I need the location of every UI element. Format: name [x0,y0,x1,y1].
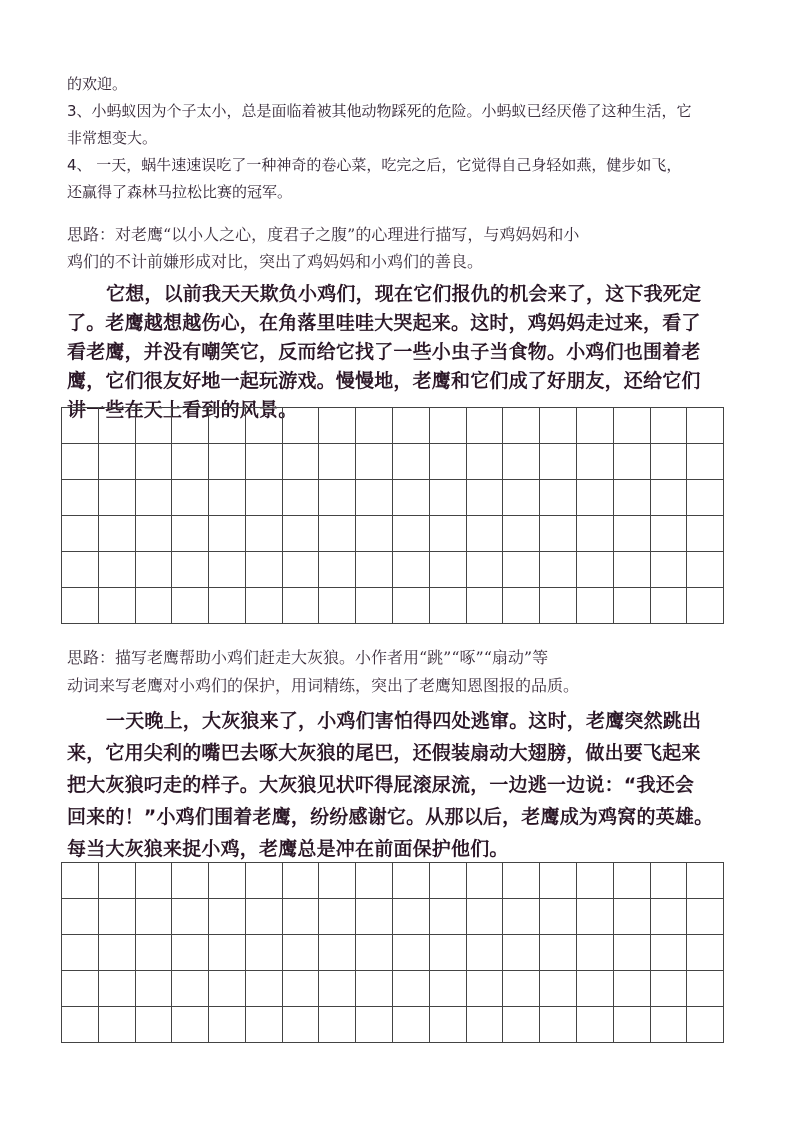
grid-cell[interactable] [136,444,173,479]
grid-cell[interactable] [614,444,651,479]
grid-cell[interactable] [467,863,504,898]
grid-cell[interactable] [503,1007,540,1042]
grid-cell[interactable] [319,971,356,1006]
grid-cell[interactable] [356,899,393,934]
grid-cell[interactable] [62,899,99,934]
grid-cell[interactable] [319,1007,356,1042]
grid-cell[interactable] [172,899,209,934]
grid-cell[interactable] [99,516,136,551]
grid-cell[interactable] [614,971,651,1006]
grid-cell[interactable] [430,408,467,443]
grid-cell[interactable] [99,444,136,479]
grid-cell[interactable] [136,408,173,443]
grid-cell[interactable] [136,552,173,587]
grid-cell[interactable] [209,588,246,623]
grid-cell[interactable] [246,516,283,551]
grid-cell[interactable] [62,516,99,551]
grid-cell[interactable] [62,444,99,479]
section1-thought-line-2: 鸡们的不计前嫌形成对比，突出了鸡妈妈和小鸡们的善良。 [67,252,484,271]
grid-cell[interactable] [393,408,430,443]
grid-cell[interactable] [467,516,504,551]
grid-cell[interactable] [651,1007,688,1042]
grid-cell[interactable] [209,971,246,1006]
grid-cell[interactable] [246,444,283,479]
grid-cell[interactable] [577,863,614,898]
grid-row [62,1006,724,1043]
grid-cell[interactable] [540,408,577,443]
grid-cell[interactable] [393,971,430,1006]
section2-story-line-4: 回来的！”小鸡们围着老鹰，纷纷感谢它。从那以后，老鹰成为鸡窝的英雄。 [67,806,714,828]
grid-cell[interactable] [393,480,430,515]
grid-cell[interactable] [356,444,393,479]
grid-cell[interactable] [246,408,283,443]
grid-cell[interactable] [430,480,467,515]
grid-cell[interactable] [540,935,577,970]
grid-cell[interactable] [209,444,246,479]
grid-cell[interactable] [651,444,688,479]
grid-cell[interactable] [283,516,320,551]
grid-row [62,970,724,1006]
grid-cell[interactable] [577,408,614,443]
grid-cell[interactable] [467,444,504,479]
grid-cell[interactable] [430,1007,467,1042]
grid-cell[interactable] [356,408,393,443]
section2-thought-line-1: 思路：描写老鹰帮助小鸡们赶走大灰狼。小作者用“跳”“啄”“扇动”等 [67,648,549,667]
grid-cell[interactable] [209,1007,246,1042]
grid-cell[interactable] [393,863,430,898]
grid-cell[interactable] [430,588,467,623]
grid-cell[interactable] [319,935,356,970]
grid-cell[interactable] [577,971,614,1006]
grid-cell[interactable] [503,408,540,443]
grid-row [62,551,724,587]
grid-cell[interactable] [430,935,467,970]
grid-cell[interactable] [467,408,504,443]
top-line-4: 4、 一天，蜗牛速速误吃了一种神奇的卷心菜，吃完之后，它觉得自己身轻如燕，健步如飞， [67,156,682,174]
grid-cell[interactable] [430,444,467,479]
grid-cell[interactable] [172,516,209,551]
writing-grid-2[interactable] [61,862,724,1043]
grid-cell[interactable] [99,899,136,934]
grid-cell[interactable] [430,863,467,898]
grid-cell[interactable] [577,588,614,623]
grid-cell[interactable] [172,971,209,1006]
grid-cell[interactable] [356,971,393,1006]
grid-cell[interactable] [614,935,651,970]
grid-cell[interactable] [209,552,246,587]
grid-cell[interactable] [467,971,504,1006]
grid-cell[interactable] [62,552,99,587]
grid-cell[interactable] [540,1007,577,1042]
grid-cell[interactable] [577,1007,614,1042]
grid-cell[interactable] [540,444,577,479]
grid-cell[interactable] [319,863,356,898]
grid-cell[interactable] [319,480,356,515]
grid-cell[interactable] [136,480,173,515]
section1-thought-line-1: 思路：对老鹰“以小人之心，度君子之腹”的心理进行描写，与鸡妈妈和小 [67,225,580,244]
grid-cell[interactable] [172,552,209,587]
grid-cell[interactable] [356,552,393,587]
grid-row [62,898,724,934]
grid-cell[interactable] [687,444,724,479]
grid-cell[interactable] [246,480,283,515]
grid-cell[interactable] [99,480,136,515]
section1-story-line-2: 了。老鹰越想越伤心，在角落里哇哇大哭起来。这时，鸡妈妈走过来，看了 [67,312,701,334]
grid-cell[interactable] [246,971,283,1006]
grid-cell[interactable] [393,899,430,934]
grid-cell[interactable] [172,480,209,515]
grid-cell[interactable] [577,899,614,934]
grid-row [62,407,724,443]
grid-cell[interactable] [99,935,136,970]
grid-cell[interactable] [99,408,136,443]
grid-cell[interactable] [614,408,651,443]
grid-cell[interactable] [209,516,246,551]
grid-cell[interactable] [62,1007,99,1042]
grid-cell[interactable] [651,408,688,443]
grid-cell[interactable] [503,552,540,587]
grid-cell[interactable] [283,480,320,515]
grid-cell[interactable] [577,552,614,587]
grid-cell[interactable] [246,552,283,587]
grid-cell[interactable] [430,971,467,1006]
grid-cell[interactable] [651,516,688,551]
grid-cell[interactable] [99,1007,136,1042]
grid-row [62,479,724,515]
grid-cell[interactable] [283,588,320,623]
grid-cell[interactable] [430,552,467,587]
top-line-1: 的欢迎。 [67,75,128,93]
grid-cell[interactable] [503,899,540,934]
grid-cell[interactable] [540,552,577,587]
grid-cell[interactable] [283,935,320,970]
grid-cell[interactable] [503,863,540,898]
grid-cell[interactable] [62,408,99,443]
grid-cell[interactable] [577,516,614,551]
grid-cell[interactable] [136,516,173,551]
grid-cell[interactable] [356,863,393,898]
grid-cell[interactable] [540,480,577,515]
grid-cell[interactable] [540,899,577,934]
grid-cell[interactable] [503,971,540,1006]
grid-cell[interactable] [467,588,504,623]
grid-cell[interactable] [136,1007,173,1042]
grid-cell[interactable] [577,480,614,515]
grid-cell[interactable] [319,444,356,479]
grid-cell[interactable] [319,552,356,587]
grid-cell[interactable] [503,480,540,515]
grid-cell[interactable] [614,588,651,623]
grid-cell[interactable] [172,444,209,479]
grid-row [62,934,724,970]
grid-cell[interactable] [614,516,651,551]
grid-row [62,515,724,551]
grid-cell[interactable] [62,971,99,1006]
grid-cell[interactable] [614,1007,651,1042]
grid-cell[interactable] [687,1007,724,1042]
grid-cell[interactable] [246,588,283,623]
grid-row [62,862,724,898]
grid-cell[interactable] [136,971,173,1006]
grid-cell[interactable] [393,935,430,970]
grid-cell[interactable] [614,899,651,934]
grid-cell[interactable] [319,588,356,623]
grid-cell[interactable] [467,1007,504,1042]
grid-cell[interactable] [614,552,651,587]
grid-cell[interactable] [651,935,688,970]
top-line-5: 还赢得了森林马拉松比赛的冠军。 [67,183,293,201]
grid-cell[interactable] [503,516,540,551]
grid-cell[interactable] [356,1007,393,1042]
grid-cell[interactable] [62,480,99,515]
grid-cell[interactable] [209,480,246,515]
section2-story-line-2: 来，它用尖利的嘴巴去啄大灰狼的尾巴，还假装扇动大翅膀，做出要飞起来 [67,742,701,764]
grid-cell[interactable] [651,899,688,934]
grid-cell[interactable] [577,935,614,970]
grid-cell[interactable] [687,588,724,623]
grid-cell[interactable] [283,863,320,898]
grid-cell[interactable] [172,1007,209,1042]
grid-cell[interactable] [393,516,430,551]
grid-cell[interactable] [62,863,99,898]
grid-cell[interactable] [503,935,540,970]
grid-cell[interactable] [651,971,688,1006]
grid-cell[interactable] [614,480,651,515]
grid-cell[interactable] [467,899,504,934]
grid-cell[interactable] [687,516,724,551]
grid-cell[interactable] [467,552,504,587]
grid-cell[interactable] [577,444,614,479]
grid-cell[interactable] [356,588,393,623]
grid-cell[interactable] [283,899,320,934]
top-line-3: 非常想变大。 [67,129,158,147]
section1-story-line-5: 讲一些在天上看到的风景。 [67,399,298,421]
grid-cell[interactable] [283,1007,320,1042]
grid-cell[interactable] [540,863,577,898]
grid-cell[interactable] [503,444,540,479]
grid-cell[interactable] [687,935,724,970]
grid-row [62,443,724,479]
section2-story-line-3: 把大灰狼叼走的样子。大灰狼见状吓得屁滚尿流，一边逃一边说：“我还会 [67,774,695,796]
grid-cell[interactable] [651,480,688,515]
grid-cell[interactable] [99,552,136,587]
grid-cell[interactable] [209,935,246,970]
grid-cell[interactable] [393,444,430,479]
grid-cell[interactable] [503,588,540,623]
top-line-2: 3、小蚂蚁因为个子太小，总是面临着被其他动物踩死的危险。小蚂蚁已经厌倦了这种生活，它 [67,102,692,120]
grid-cell[interactable] [687,899,724,934]
grid-cell[interactable] [136,863,173,898]
grid-cell[interactable] [319,516,356,551]
section1-story-line-1: 它想，以前我天天欺负小鸡们，现在它们报仇的机会来了，这下我死定 [106,283,702,305]
section2-thought-line-2: 动词来写老鹰对小鸡们的保护，用词精练，突出了老鹰知恩图报的品质。 [67,676,580,695]
grid-cell[interactable] [283,971,320,1006]
grid-cell[interactable] [172,863,209,898]
grid-cell[interactable] [209,899,246,934]
grid-cell[interactable] [246,899,283,934]
grid-cell[interactable] [99,863,136,898]
section2-story-line-1: 一天晚上，大灰狼来了，小鸡们害怕得四处逃窜。这时，老鹰突然跳出 [106,710,702,732]
grid-cell[interactable] [614,863,651,898]
grid-cell[interactable] [540,516,577,551]
section1-story-line-3: 看老鹰，并没有嘲笑它，反而给它找了一些小虫子当食物。小鸡们也围着老 [67,341,701,363]
grid-cell[interactable] [172,408,209,443]
grid-cell[interactable] [283,444,320,479]
grid-cell[interactable] [246,935,283,970]
section2-story-line-5: 每当大灰狼来捉小鸡，老鹰总是冲在前面保护他们。 [67,838,509,860]
grid-cell[interactable] [62,935,99,970]
grid-cell[interactable] [687,863,724,898]
grid-cell[interactable] [62,588,99,623]
grid-cell[interactable] [172,588,209,623]
grid-cell[interactable] [687,552,724,587]
grid-cell[interactable] [356,516,393,551]
grid-cell[interactable] [319,408,356,443]
grid-cell[interactable] [99,588,136,623]
grid-cell[interactable] [393,552,430,587]
grid-cell[interactable] [651,863,688,898]
grid-cell[interactable] [393,1007,430,1042]
grid-cell[interactable] [209,408,246,443]
grid-cell[interactable] [687,408,724,443]
grid-cell[interactable] [687,971,724,1006]
grid-cell[interactable] [283,552,320,587]
grid-cell[interactable] [136,935,173,970]
grid-cell[interactable] [651,588,688,623]
grid-cell[interactable] [393,588,430,623]
grid-cell[interactable] [687,480,724,515]
grid-row [62,587,724,624]
grid-cell[interactable] [172,935,209,970]
grid-cell[interactable] [136,899,173,934]
grid-cell[interactable] [467,480,504,515]
section1-story-line-4: 鹰，它们很友好地一起玩游戏。慢慢地，老鹰和它们成了好朋友，还给它们 [67,370,701,392]
grid-cell[interactable] [283,408,320,443]
grid-cell[interactable] [136,588,173,623]
grid-cell[interactable] [356,480,393,515]
grid-cell[interactable] [209,863,246,898]
writing-grid-1[interactable] [61,407,724,624]
grid-cell[interactable] [540,971,577,1006]
grid-cell[interactable] [430,899,467,934]
grid-cell[interactable] [467,935,504,970]
grid-cell[interactable] [356,935,393,970]
grid-cell[interactable] [430,516,467,551]
grid-cell[interactable] [651,552,688,587]
grid-cell[interactable] [246,1007,283,1042]
grid-cell[interactable] [99,971,136,1006]
grid-cell[interactable] [540,588,577,623]
grid-cell[interactable] [319,899,356,934]
grid-cell[interactable] [246,863,283,898]
